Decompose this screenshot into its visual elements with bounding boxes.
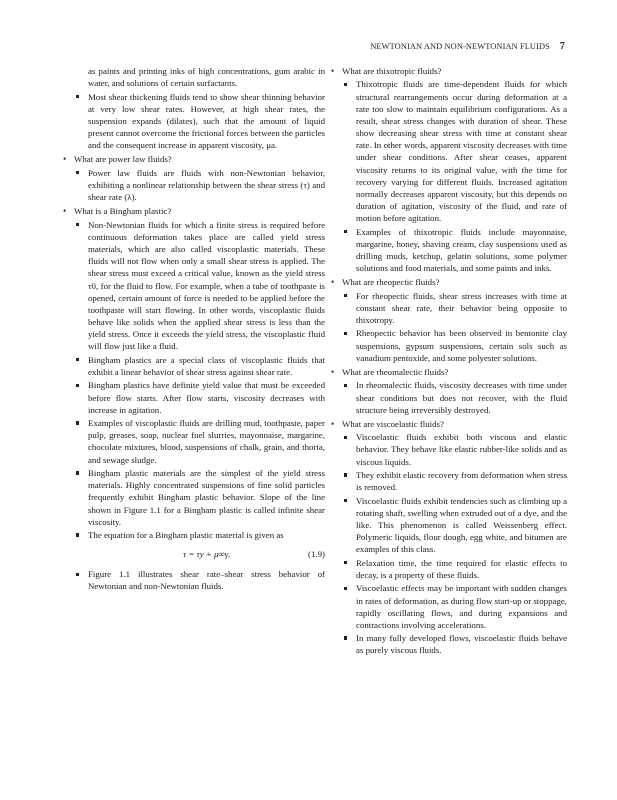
running-header-title: NEWTONIAN AND NON-NEWTONIAN FLUIDS <box>370 42 550 51</box>
question-heading <box>331 276 567 288</box>
list-item-text: Rheopectic behavior has been observed in bentonite clay suspensions, gypsum suspensions, certain sols such as vanadium pentoxide, and some polyester solutions. <box>356 328 567 363</box>
right-column <box>331 65 567 658</box>
list-item-text: Viscoelastic fluids exhibit tendencies such as climbing up a rotating shaft, swelling when extruded out of a dye, and the like. This phenomenon is called Weissenberg effect. Polymeric liquids, flour dough, egg white, and bitumen are examples of this class. <box>356 495 567 555</box>
question-text: What are rheopectic fluids? <box>342 277 440 288</box>
question-heading <box>63 153 325 165</box>
equation-number: (1.9) <box>308 549 325 560</box>
list-item <box>331 379 567 415</box>
square-bullet-icon <box>344 561 347 564</box>
round-bullet-icon: • <box>331 66 335 76</box>
round-bullet-icon: • <box>331 418 335 429</box>
list-item <box>331 78 567 224</box>
question-heading <box>331 65 567 77</box>
list-item <box>331 226 567 275</box>
question-text: What are power law fluids? <box>74 154 172 165</box>
square-bullet-icon <box>344 636 347 639</box>
list-item-text: Non-Newtonian fluids for which a finite stress is required before continuous deformation takes place are called yield stress materials, which are also called viscoplastic materials. These fluids will not flow when only a small shear stress is applied. The shear stress must exceed a critical value, known as the yield stress τ0, for the fluid to flow. For example, when a tube of toothpaste is opened, certain amount of force is needed to be applied before the toothpaste will start flowing. In other words, viscoplastic fluids behave like solids when the applied shear stress is less than the yield stress. Once it exceeds the yield stress, the viscoplastic fluid will flow just like a fluid. <box>88 219 325 352</box>
question-text: What are viscoelastic fluids? <box>342 418 444 429</box>
left-column <box>63 65 325 594</box>
square-bullet-icon <box>344 332 347 335</box>
list-item-text: Bingham plastic materials are the simplest of the yield stress materials. Highly concentrated suspensions of fine solid particles frequently exhibit Bingham plastic behavior. Slope of the line shown in Figure 1.1 for a Bingham plastic is called infinite shear viscosity. <box>88 468 325 527</box>
square-bullet-icon <box>344 436 347 439</box>
list-item-text: Viscoelastic fluids exhibit both viscous and elastic behavior. They behave like elastic rubber-like solids and as viscous liquids. <box>356 432 567 467</box>
list-item-text: Thixotropic fluids are time-dependent fluids for which structural rearrangements occur during deformation at a rate too slow to maintain equilibrium configurations. As a result, shear stress changes with duration of shear. These show decreasing shear stress with time at constant shear rate. In other words, apparent viscosity decreases with time under shear conditions. After shear ceases, apparent viscosity returns to its original value, with the time for recovery varying for different fluids. Increased agitation normally decreases apparent viscosity, but this depends on duration of agitation, viscosity of the fluid, and rate of motion before agitation. <box>356 79 567 224</box>
continued-paragraph: as paints and printing inks of high concentrations, gum arabic in water, and solutions of certain surfactants. <box>88 66 325 89</box>
question-text: What are thixotropic fluids? <box>342 66 442 76</box>
list-item <box>331 632 567 656</box>
list-item-text: In rheomalectic fluids, viscosity decreases with time under shear conditions but does not recover, with the fluid structure being irreversibly destroyed. <box>356 380 567 415</box>
list-item <box>63 467 325 528</box>
list-item <box>63 417 325 466</box>
square-bullet-icon <box>76 573 79 576</box>
square-bullet-icon <box>344 294 347 297</box>
square-bullet-icon <box>76 471 79 474</box>
list-item <box>331 469 567 493</box>
list-item-text: Power law fluids are fluids with non-Newtonian behavior, exhibiting a nonlinear relationship between the shear stress (τ) and shear rate (λ). <box>88 167 325 203</box>
list-item <box>63 379 325 415</box>
page-number: 7 <box>559 41 565 52</box>
list-item-text: Viscoelastic effects may be important with sudden changes in rates of deformation, as during flow start-up or stoppage, rapidly oscillating flows, and during expansions and contractions involving accelerations. <box>356 583 567 630</box>
list-item <box>331 290 567 326</box>
equation-block <box>63 544 325 564</box>
question-text: What is a Bingham plastic? <box>74 206 172 217</box>
square-bullet-icon <box>76 171 79 174</box>
square-bullet-icon <box>344 230 347 233</box>
list-item <box>331 495 567 556</box>
list-item-text: They exhibit elastic recovery from deformation when stress is removed. <box>356 470 567 493</box>
square-bullet-icon <box>76 223 79 226</box>
square-bullet-icon <box>76 384 79 387</box>
list-item <box>63 568 325 592</box>
list-item <box>331 327 567 363</box>
list-item <box>63 529 325 541</box>
square-bullet-icon <box>344 499 347 502</box>
running-header <box>370 41 565 52</box>
square-bullet-icon <box>76 358 79 361</box>
list-item <box>63 91 325 152</box>
list-item-text: Figure 1.1 illustrates shear rate–shear stress behavior of Newtonian and non-Newtonian fluids. <box>88 569 325 592</box>
list-item-text: Examples of thixotropic fluids include mayonnaise, margarine, honey, shaving cream, clay suspensions used as drilling muds, ketchup, gelatin solutions, some polymer solutions and food materials, and some paints and inks. <box>356 226 567 274</box>
list-item <box>331 431 567 467</box>
list-item-text: Bingham plastics are a special class of viscoplastic fluids that exhibit a linear behavior of shear stress against shear rate. <box>88 354 325 377</box>
square-bullet-icon <box>76 533 79 536</box>
question-heading <box>63 205 325 217</box>
square-bullet-icon <box>76 95 79 98</box>
list-item <box>63 219 325 353</box>
list-item-text: Relaxation time, the time required for elastic effects to decay, is a property of these fluids. <box>356 557 567 580</box>
square-bullet-icon <box>344 473 347 476</box>
question-heading <box>331 366 567 378</box>
list-item <box>331 557 567 581</box>
round-bullet-icon: • <box>331 366 335 377</box>
square-bullet-icon <box>344 384 347 387</box>
square-bullet-icon <box>344 587 347 590</box>
question-heading <box>331 418 567 430</box>
round-bullet-icon: • <box>331 277 335 288</box>
round-bullet-icon: • <box>63 154 67 165</box>
list-item <box>331 582 567 631</box>
equation-formula: τ = τy + μ∞γ. <box>183 549 231 560</box>
square-bullet-icon <box>76 421 79 424</box>
list-item-text: Bingham plastics have definite yield value that must be exceeded before flow starts. After flow starts, viscosity decreases with increase in agitation. <box>88 380 325 415</box>
list-item-text: For rheopectic fluids, shear stress increases with time at constant shear rate, their behavior being opposite to thixotropy. <box>356 290 567 326</box>
list-item-text: In many fully developed flows, viscoelastic fluids behave as purely viscous fluids. <box>356 633 567 656</box>
square-bullet-icon <box>344 83 347 86</box>
round-bullet-icon: • <box>63 206 67 217</box>
list-item-text: Most shear thickening fluids tend to show shear thinning behavior at very low shear rates. However, at high shear rates, the suspension expands (dilates), such that the amount of liquid present cannot overcome the frictional forces between the particles and the consequent increase in apparent viscosity, μa. <box>88 91 325 151</box>
list-item-text: The equation for a Bingham plastic material is given as <box>88 530 284 541</box>
list-item-text: Examples of viscoplastic fluids are drilling mud, toothpaste, paper pulp, greases, soap, nuclear fuel slurries, mayonnaise, margarine, chocolate mixtures, blood, suspensions of chalk, grain, and thoria, and sewage sludge. <box>88 418 325 465</box>
list-item <box>63 354 325 378</box>
list-item <box>63 167 325 203</box>
question-text: What are rheomalectic fluids? <box>342 366 449 377</box>
